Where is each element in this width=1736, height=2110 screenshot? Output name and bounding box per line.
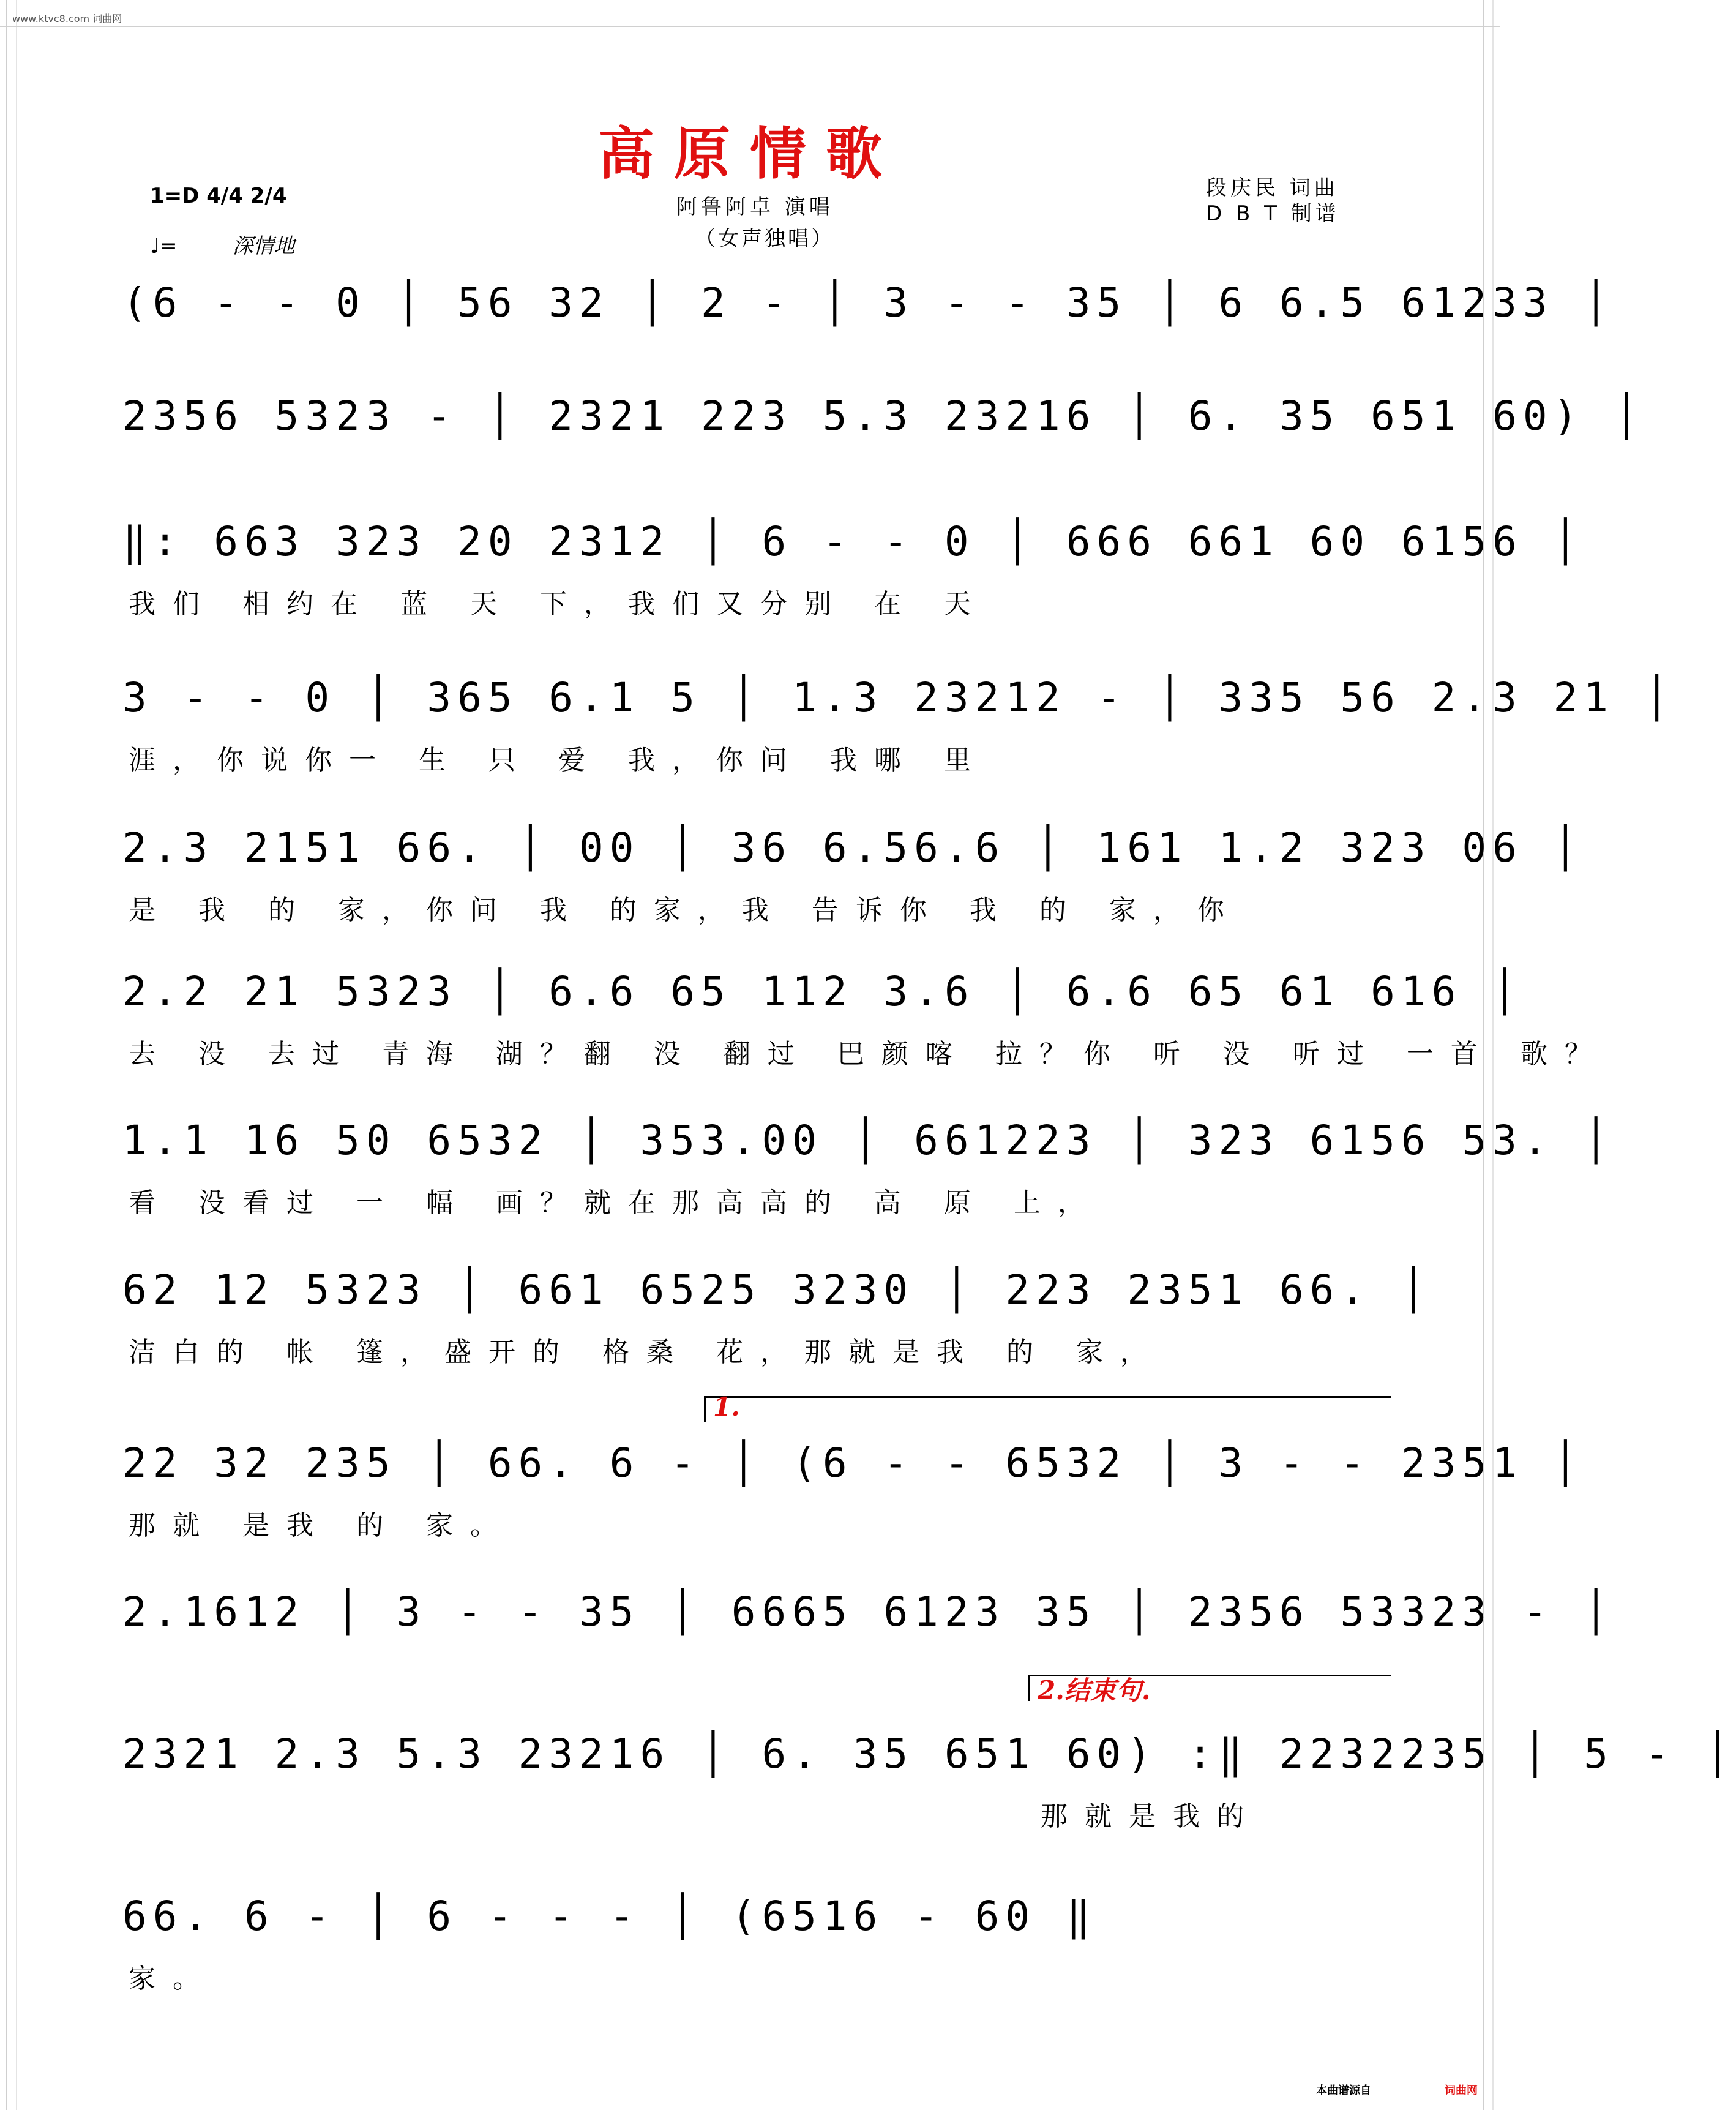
lyrics-line: 看 没看过 一 幅 画？就在那高高的 高 原 上， bbox=[129, 1187, 1102, 1218]
notation-line: 22 32 235 │ 66. 6 - │ (6 - - 6532 │ 3 - - 2351 │ bbox=[122, 1440, 1584, 1487]
notation-line: 2.1612 │ 3 - - 35 │ 6665 6123 35 │ 2356 53323 - │ bbox=[122, 1588, 1615, 1635]
notation-line: 2.3 2151 66. │ 00 │ 36 6.56.6 │ 161 1.2 323 06 │ bbox=[122, 824, 1584, 871]
lyrics-line: 涯，你说你一 生 只 爱 我，你问 我哪 里 bbox=[129, 745, 988, 776]
lyrics-line: 我们 相约在 蓝 天 下，我们又分别 在 天 bbox=[129, 588, 988, 620]
notation-line: 2.2 21 5323 │ 6.6 65 112 3.6 │ 6.6 65 61 616 │ bbox=[122, 968, 1523, 1015]
lyrics-line: 洁白的 帐 篷，盛开的 格桑 花，那就是我 的 家， bbox=[129, 1337, 1164, 1368]
credit-lyricist: 段庆民 词曲 bbox=[1206, 176, 1339, 200]
notation-line: (6 - - 0 │ 56 32 │ 2 - │ 3 - - 35 │ 6 6.5 61233 │ bbox=[122, 279, 1615, 326]
notation-line: 3 - - 0 │ 365 6.1 5 │ 1.3 23212 - │ 335 56 2.3 21 │ bbox=[122, 674, 1675, 721]
notation-line: 2356 5323 - │ 2321 223 5.3 23216 │ 6. 35 651 60) │ bbox=[122, 392, 1645, 440]
lyrics-line: 是 我 的 家，你问 我 的家，我 告诉你 我 的 家，你 bbox=[129, 895, 1241, 926]
tempo-symbol: ♩= bbox=[150, 234, 178, 258]
credits bbox=[1206, 175, 1340, 227]
key-signature: 1=D 4/4 2/4 bbox=[150, 184, 287, 208]
footer-site: 词曲网 bbox=[1445, 2084, 1478, 2097]
header-rule bbox=[0, 26, 1500, 27]
notation-line: 66. 6 - │ 6 - - - │ (6516 - 60 ‖ bbox=[122, 1893, 1097, 1940]
expression-text: 深情地 bbox=[232, 234, 295, 258]
lyrics-line: 去 没 去过 青海 湖？翻 没 翻过 巴颜喀 拉？你 听 没 听过 一首 歌？ bbox=[129, 1038, 1609, 1070]
notation-line: ‖: 663 323 20 2312 │ 6 - - 0 │ 666 661 60 6156 │ bbox=[122, 518, 1584, 565]
site-url: www.ktvc8.com 词曲网 bbox=[12, 13, 122, 24]
lyrics-line: 那就 是我 的 家。 bbox=[129, 1510, 514, 1541]
song-title: 高原情歌 bbox=[597, 121, 902, 187]
performer: 阿鲁阿卓 演唱 bbox=[676, 195, 834, 219]
notation-line: 1.1 16 50 6532 │ 353.00 │ 661223 │ 323 6156 53. │ bbox=[122, 1117, 1615, 1164]
lyrics-line: 家。 bbox=[129, 1963, 217, 1994]
page-edge-left bbox=[6, 0, 17, 2110]
lyrics-line: 那就是我的 bbox=[1041, 1801, 1261, 1832]
second-ending-bracket bbox=[1028, 1675, 1391, 1705]
first-ending-bracket bbox=[704, 1392, 1391, 1422]
first-ending-label: 1. bbox=[713, 1392, 740, 1422]
notation-line: 2321 2.3 5.3 23216 │ 6. 35 651 60) :‖ 2232235 │ 5 - │ bbox=[122, 1730, 1736, 1778]
performance-note: （女声独唱） bbox=[695, 227, 834, 251]
credit-arranger: D B T 制谱 bbox=[1206, 201, 1340, 226]
footer-source: 本曲谱源自 bbox=[1316, 2084, 1371, 2097]
notation-line: 62 12 5323 │ 661 6525 3230 │ 223 2351 66. │ bbox=[122, 1266, 1432, 1313]
second-ending-label: 2.结束句. bbox=[1038, 1675, 1151, 1705]
tempo-marking bbox=[150, 229, 295, 259]
